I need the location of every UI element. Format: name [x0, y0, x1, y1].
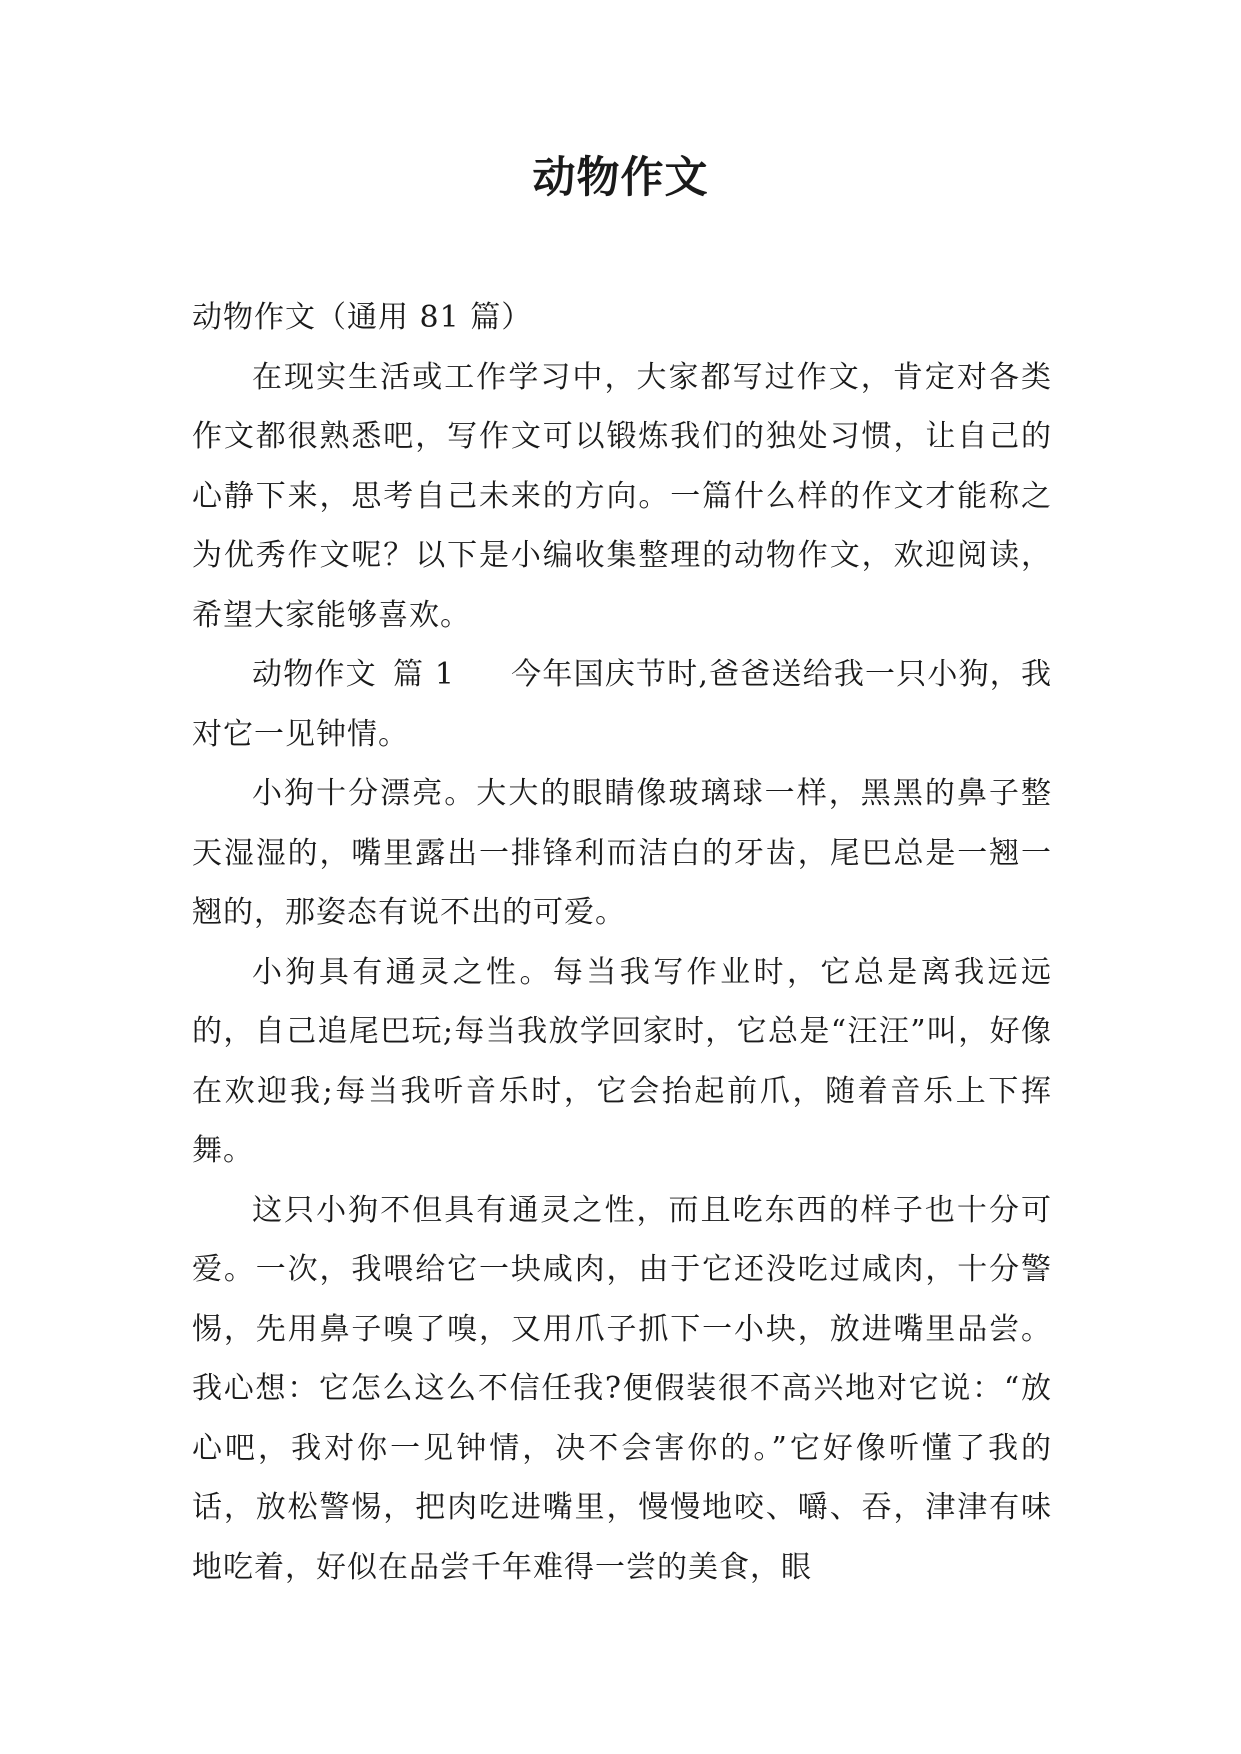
document-subtitle: 动物作文（通用 81 篇）: [192, 300, 533, 335]
section-heading-number: 篇 1: [392, 657, 455, 692]
section-first-text: 今年国庆节时,爸爸送给我一只小狗，我对它一见钟情。: [192, 657, 1052, 752]
intro-paragraph: 在现实生活或工作学习中，大家都写过作文，肯定对各类作文都很熟悉吧，写作文可以锻炼我们的独处习惯，让自己的心静下来，思考自己未来的方向。一篇什么样的作文才能称之为优秀作文呢？以下是小编收集整理的动物作文，欢迎阅读，希望大家能够喜欢。: [192, 359, 1052, 633]
section-heading-prefix: 动物作文: [252, 657, 377, 692]
body-paragraph: 小狗具有通灵之性。每当我写作业时，它总是离我远远的，自己追尾巴玩;每当我放学回家时，它总是“汪汪”叫，好像在欢迎我;每当我听音乐时，它会抬起前爪，随着音乐上下挥舞。: [192, 954, 1052, 1168]
section-1-paragraph: [192, 645, 1052, 764]
body-paragraph: 小狗十分漂亮。大大的眼睛像玻璃球一样，黑黑的鼻子整天湿湿的，嘴里露出一排锋利而洁白的牙齿，尾巴总是一翘一翘的，那姿态有说不出的可爱。: [192, 776, 1052, 930]
body-paragraph: 这只小狗不但具有通灵之性，而且吃东西的样子也十分可爱。一次，我喂给它一块咸肉，由于它还没吃过咸肉，十分警惕，先用鼻子嗅了嗅，又用爪子抓下一小块，放进嘴里品尝。我心想：它怎么这么不信任我?便假装很不高兴地对它说：“放心吧，我对你一见钟情，决不会害你的。”它好像听懂了我的话，放松警惕，把肉吃进嘴里，慢慢地咬、嚼、吞，津津有味地吃着，好似在品尝千年难得一尝的美食，眼: [192, 1192, 1052, 1585]
document-body: [192, 288, 1052, 1597]
document-title: 动物作文: [532, 153, 709, 203]
